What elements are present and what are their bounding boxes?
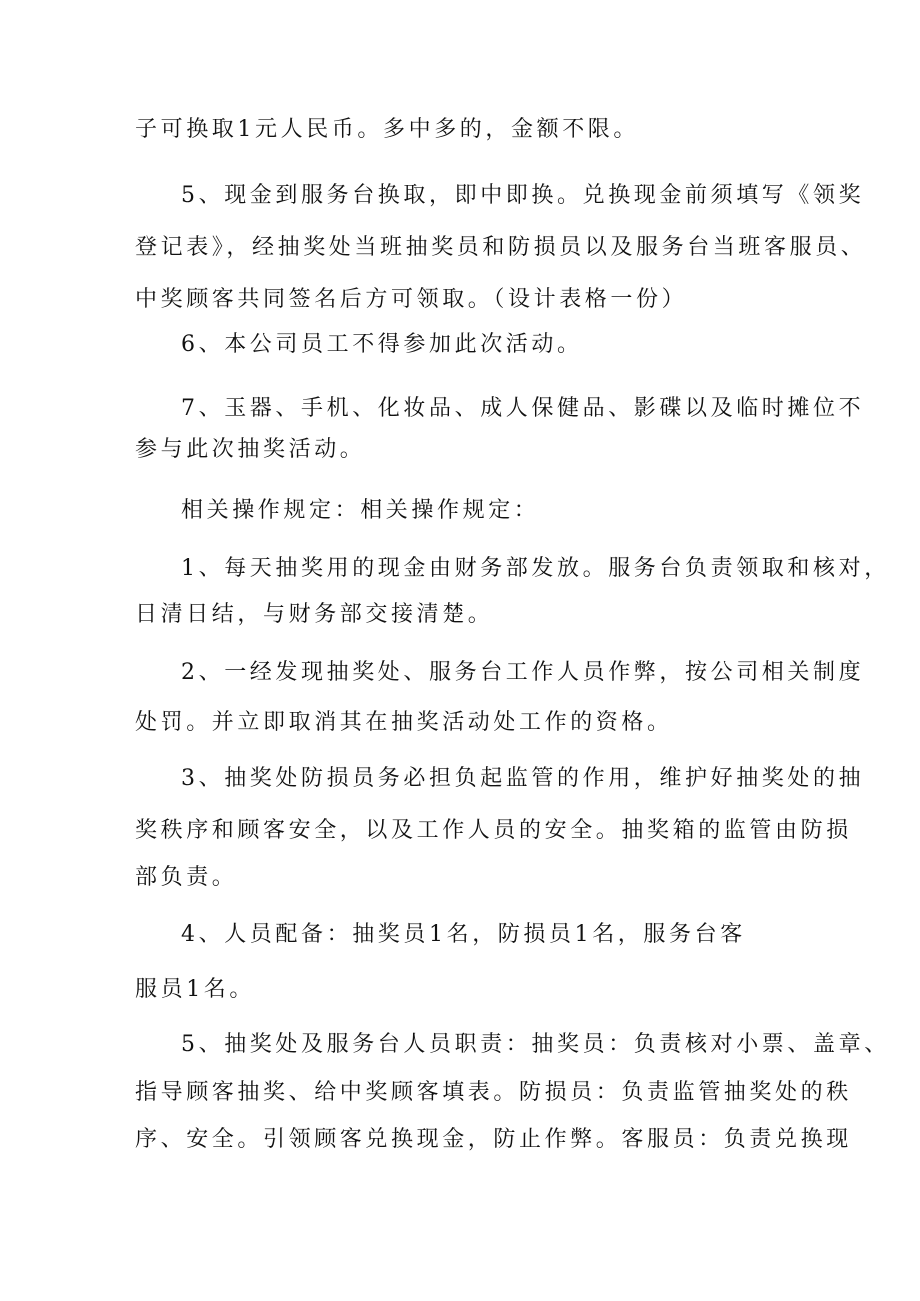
text-line: 序、安全。引领顾客兑换现金，防止作弊。客服员：负责兑换现 <box>135 1127 852 1152</box>
text-line: 3、抽奖处防损员务必担负起监管的作用，维护好抽奖处的抽 <box>181 766 865 791</box>
text-line: 4、人员配备：抽奖员1名，防损员1名，服务台客 <box>181 922 746 947</box>
text-line: 指导顾客抽奖、给中奖顾客填表。防损员：负责监管抽奖处的秩 <box>135 1080 852 1105</box>
text-line: 1、每天抽奖用的现金由财务部发放。服务台负责领取和核对， <box>181 556 890 581</box>
text-line: 奖秩序和顾客安全，以及工作人员的安全。抽奖箱的监管由防损 <box>135 818 852 843</box>
text-line: 5、现金到服务台换取，即中即换。兑换现金前须填写《领奖 <box>181 183 865 208</box>
text-line: 5、抽奖处及服务台人员职责：抽奖员：负责核对小票、盖章、 <box>181 1032 890 1057</box>
text-line: 中奖顾客共同签名后方可领取。（设计表格一份） <box>135 287 688 312</box>
text-line: 部负责。 <box>135 865 238 890</box>
text-line: 日清日结，与财务部交接清楚。 <box>135 602 494 627</box>
text-line: 子可换取1元人民币。多中多的，金额不限。 <box>135 117 639 142</box>
text-line: 服员1名。 <box>135 977 255 1002</box>
text-line: 参与此次抽奖活动。 <box>135 437 366 462</box>
text-line: 登记表》，经抽奖处当班抽奖员和防损员以及服务台当班客服员、 <box>135 235 867 260</box>
text-line: 处罚。并立即取消其在抽奖活动处工作的资格。 <box>135 710 673 735</box>
section-heading: 相关操作规定：相关操作规定： <box>181 498 540 523</box>
text-line: 6、本公司员工不得参加此次活动。 <box>181 332 583 357</box>
text-line: 2、一经发现抽奖处、服务台工作人员作弊，按公司相关制度 <box>181 660 865 685</box>
text-line: 7、玉器、手机、化妆品、成人保健品、影碟以及临时摊位不 <box>181 396 865 421</box>
